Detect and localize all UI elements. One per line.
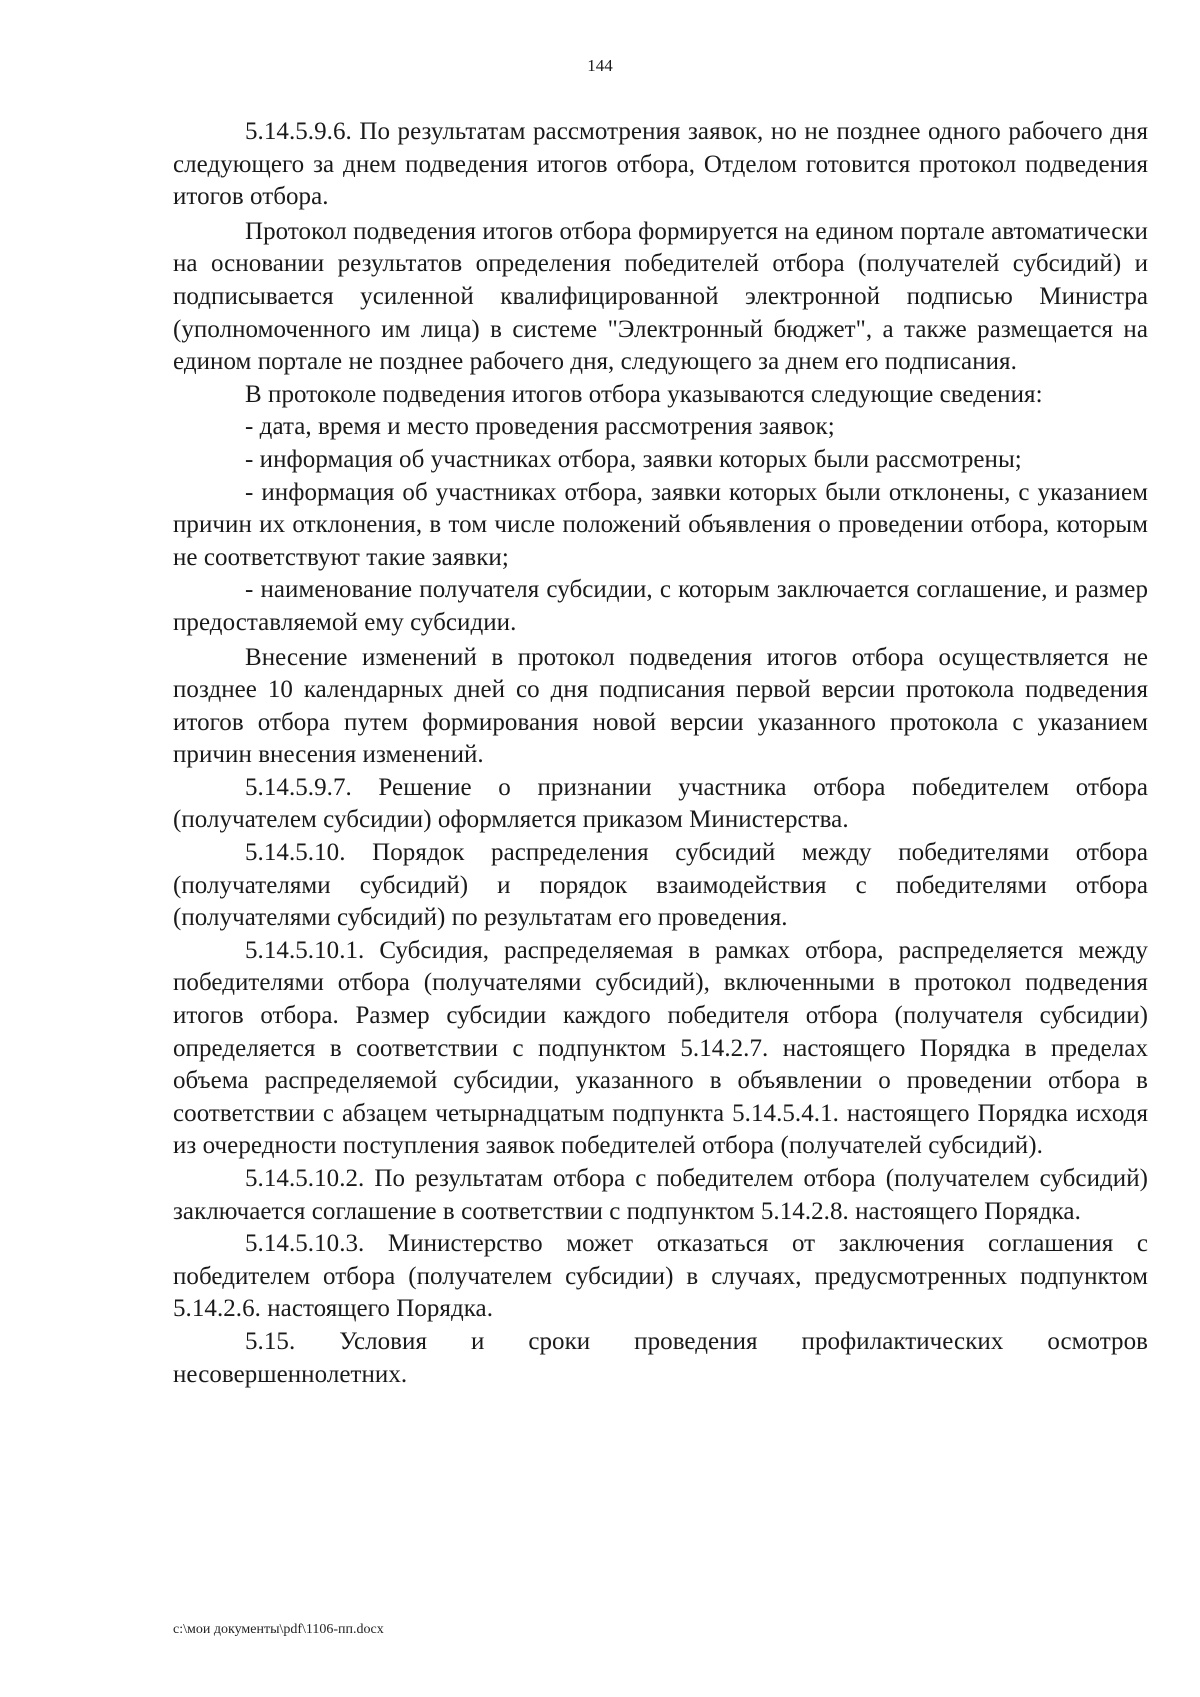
page-number: 144	[587, 56, 613, 75]
paragraph-5-14-5-10-1: 5.14.5.10.1. Субсидия, распределяемая в рамках отбора, распределяется между победителями отбора (получателями субсидий), включенными в протокол подведения итогов отбора. Размер субсидии каждого победителя отбора (получателя субсидии) определяется в соответствии с подпунктом 5.14.2.7. настоящего Порядка в пределах объема распределяемой субсидии, указанного в объявлении о проведении отбора в соответствии с абзацем четырнадцатым подпункта 5.14.5.4.1. настоящего Порядка исходя из очередности поступления заявок победителей отбора (получателей субсидий).	[173, 936, 1148, 1160]
paragraph-5-14-5-10-2: 5.14.5.10.2. По результатам отбора с победителем отбора (получателем субсидий) заключается соглашение в соответствии с подпунктом 5.14.2.8. настоящего Порядка.	[173, 1165, 1148, 1225]
list-item-considered-participants: - информация об участниках отбора, заявки которых были рассмотрены;	[245, 445, 1022, 473]
footer-file-path: c:\мои документы\pdf\1106-пп.docx	[173, 1622, 384, 1637]
paragraph-5-15: 5.15. Условия и сроки проведения профилактических осмотров несовершеннолетних.	[173, 1327, 1148, 1388]
list-item-date-time-place: - дата, время и место проведения рассмотрения заявок;	[245, 413, 835, 441]
paragraph-5-14-5-10: 5.14.5.10. Порядок распределения субсидий между победителями отбора (получателями субсидий) и порядок взаимодействия с победителями отбора (получателями субсидий) по результатам его проведения.	[173, 839, 1148, 932]
paragraph-5-14-5-9-6: 5.14.5.9.6. По результатам рассмотрения заявок, но не позднее одного рабочего дня следующего за днем подведения итогов отбора, Отделом готовится протокол подведения итогов отбора.	[173, 118, 1148, 211]
paragraph-5-14-5-10-3: 5.14.5.10.3. Министерство может отказаться от заключения соглашения с победителем отбора (получателем субсидии) в случаях, предусмотренных подпунктом 5.14.2.6. настоящего Порядка.	[173, 1230, 1148, 1323]
document-body	[173, 116, 1148, 1391]
list-item-recipient-name: - наименование получателя субсидии, с которым заключается соглашение, и размер предоставляемой ему субсидии.	[173, 576, 1148, 636]
paragraph-protocol-contents-intro: В протоколе подведения итогов отбора указываются следующие сведения:	[245, 380, 1043, 408]
paragraph-5-14-5-9-7: 5.14.5.9.7. Решение о признании участника отбора победителем отбора (получателем субсидии) оформляется приказом Министерства.	[173, 773, 1148, 834]
list-item-rejected-participants: - информация об участниках отбора, заявки которых были отклонены, с указанием причин их отклонения, в том числе положений объявления о проведении отбора, которым не соответствуют такие заявки;	[173, 478, 1148, 571]
paragraph-protocol-amendments: Внесение изменений в протокол подведения итогов отбора осуществляется не позднее 10 календарных дней со дня подписания первой версии протокола подведения итогов отбора путем формирования новой версии указанного протокола с указанием причин внесения изменений.	[173, 643, 1148, 769]
paragraph-protocol-formation: Протокол подведения итогов отбора формируется на едином портале автоматически на основании результатов определения победителей отбора (получателей субсидий) и подписывается усиленной квалифицированной электронной подписью Министра (уполномоченного им лица) в системе "Электронный бюджет", а также размещается на едином портале не позднее рабочего дня, следующего за днем его подписания.	[173, 217, 1148, 376]
